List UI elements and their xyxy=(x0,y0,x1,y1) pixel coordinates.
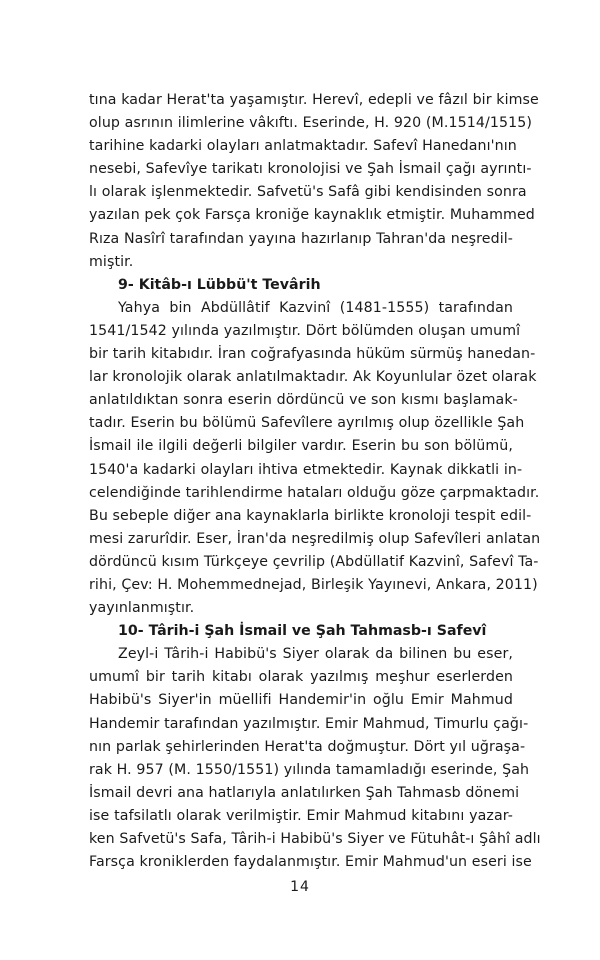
paragraph-line: Rıza Nasîrî tarafından yayına hazırlanıp Tahran'da neşredil- xyxy=(89,230,513,247)
paragraph-line: Handemir tarafından yazılmıştır. Emir Mahmud, Timurlu çağı- xyxy=(89,715,529,732)
page-body xyxy=(89,89,541,874)
paragraph-line: olup asrının ilimlerine vâkıftı. Eserinde, H. 920 (M.1514/1515) xyxy=(89,115,533,132)
paragraph-line: İsmail ile ilgili değerli bilgiler vardır. Eserin bu son bölümü, xyxy=(89,438,513,455)
page-number: 14 xyxy=(290,879,310,895)
paragraph-line: mesi zarurîdir. Eser, İran'da neşredilmiş olup Safevîleri anlatan xyxy=(89,530,541,547)
paragraph-line: dördüncü kısım Türkçeye çevrilip (Abdüllatif Kazvinî, Safevî Ta- xyxy=(89,553,539,570)
paragraph-line: Farsça kroniklerden faydalanmıştır. Emir Mahmud'un eseri ise xyxy=(89,854,532,871)
paragraph-line: Yahya bin Abdüllâtif Kazvinî (1481-1555) tarafından xyxy=(118,299,513,316)
paragraph-line: nesebi, Safevîye tarikatı kronolojisi ve Şah İsmail çağı ayrıntı- xyxy=(89,161,532,178)
paragraph-line: ken Safvetü's Safa, Târih-i Habibü's Siyer ve Fütuhât-ı Şâhî adlı xyxy=(89,831,541,847)
paragraph-line: nın parlak şehirlerinden Herat'ta doğmuştur. Dört yıl uğraşa- xyxy=(89,738,526,755)
paragraph-line: 1540'a kadarki olayları ihtiva etmektedir. Kaynak dikkatli in- xyxy=(89,461,523,478)
paragraph-line: tına kadar Herat'ta yaşamıştır. Herevî, edepli ve fâzıl bir kimse xyxy=(89,92,539,108)
paragraph-line: umumî bir tarih kitabı olarak yazılmış meşhur eserlerden xyxy=(89,669,513,686)
section-heading: 10- Târih-i Şah İsmail ve Şah Tahmasb-ı Safevî xyxy=(118,623,487,640)
paragraph-line: bir tarih kitabıdır. İran coğrafyasında hüküm sürmüş hanedan- xyxy=(89,346,536,363)
paragraph-line: miştir. xyxy=(89,253,134,270)
paragraph-line: tadır. Eserin bu bölümü Safevîlere ayrılmış olup özellikle Şah xyxy=(89,415,525,432)
section-heading: 9- Kitâb-ı Lübbü't Tevârih xyxy=(118,276,321,293)
paragraph-line: lı olarak işlenmektedir. Safvetü's Safâ gibi kendisinden sonra xyxy=(89,184,527,201)
paragraph-line: Zeyl-i Târih-i Habibü's Siyer olarak da bilinen bu eser, xyxy=(118,646,513,663)
paragraph-line: yazılan pek çok Farsça kroniğe kaynaklık etmiştir. Muhammed xyxy=(89,207,535,224)
paragraph-line: Bu sebeple diğer ana kaynaklarla birlikte kronoloji tespit edil- xyxy=(89,507,532,524)
paragraph-line: rak H. 957 (M. 1550/1551) yılında tamamladığı eserinde, Şah xyxy=(89,761,530,778)
paragraph-line: lar kronolojik olarak anlatılmaktadır. Ak Koyunlular özet olarak xyxy=(89,369,537,386)
paragraph-line: rihi, Çev: H. Mohemmednejad, Birleşik Yayınevi, Ankara, 2011) xyxy=(89,576,538,593)
paragraph-line: Habibü's Siyer'in müellifi Handemir'in oğlu Emir Mahmud xyxy=(89,692,513,709)
paragraph-line: 1541/1542 yılında yazılmıştır. Dört bölümden oluşan umumî xyxy=(89,322,521,339)
paragraph-line: tarihine kadarki olayları anlatmaktadır. Safevî Hanedanı'nın xyxy=(89,138,517,155)
paragraph-line: celendiğinde tarihlendirme hataları olduğu göze çarpmaktadır. xyxy=(89,484,540,501)
paragraph-line: İsmail devri ana hatlarıyla anlatılırken Şah Tahmasb dönemi xyxy=(89,784,520,801)
paragraph-line: ise tafsilatlı olarak verilmiştir. Emir Mahmud kitabını yazar- xyxy=(89,807,513,824)
paragraph-line: yayınlanmıştır. xyxy=(89,600,195,617)
paragraph-line: anlatıldıktan sonra eserin dördüncü ve son kısmı başlamak- xyxy=(89,392,518,409)
